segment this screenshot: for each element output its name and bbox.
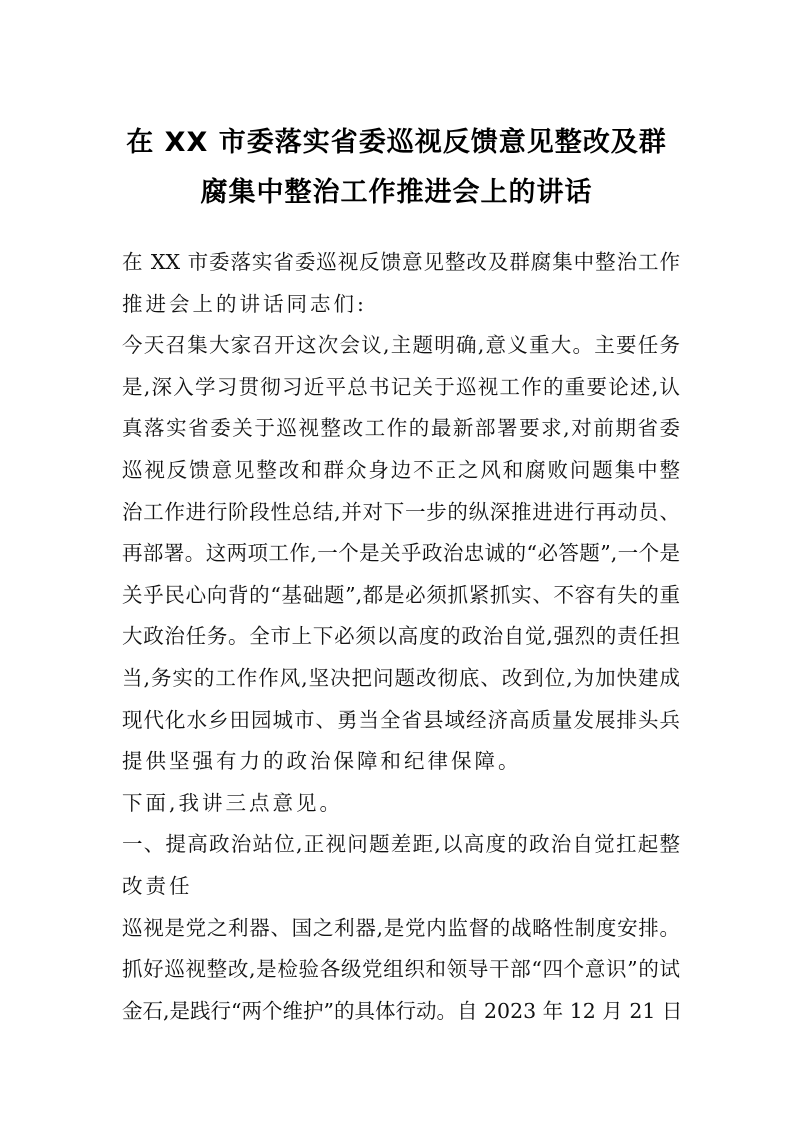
section-heading-line: 改责任 [122,873,193,898]
body-line: 是,深入学习贯彻习近平总书记关于巡视工作的重要论述,认 [122,374,680,399]
body-line: 治工作进行阶段性总结,并对下一步的纵深推进进行再动员、 [122,499,680,524]
body-line: 提供坚强有力的政治保障和纪律保障。 [122,749,522,774]
document-title-line-2: 腐集中整治工作推进会上的讲话 [200,177,593,208]
body-line: 金石,是践行“两个维护”的具体行动。自 2023 年 12 月 21 日 [122,998,683,1023]
body-line: 巡视反馈意见整改和群众身边不正之风和腐败问题集中整 [122,457,680,482]
body-line: 今天召集大家召开这次会议,主题明确,意义重大。主要任务 [122,333,680,358]
body-line: 抓好巡视整改,是检验各级党组织和领导干部“四个意识”的试 [122,957,680,982]
body-line: 大政治任务。全市上下必须以高度的政治自觉,强烈的责任担 [122,624,680,649]
section-heading-line: 一、提高政治站位,正视问题差距,以高度的政治自觉扛起整 [122,832,680,857]
body-line: 下面,我讲三点意见。 [122,790,344,815]
body-line: 推进会上的讲话同志们: [122,291,367,316]
body-line: 关乎民心向背的“基础题”,都是必须抓紧抓实、不容有失的重 [122,582,680,607]
body-line: 真落实省委关于巡视整改工作的最新部署要求,对前期省委 [122,416,680,441]
body-line: 再部署。这两项工作,一个是关乎政治忠诚的“必答题”,一个是 [122,541,680,566]
body-line: 当,务实的工作作风,坚决把问题改彻底、改到位,为加快建成 [122,665,680,690]
body-line: 巡视是党之利器、国之利器,是党内监督的战略性制度安排。 [122,915,680,940]
body-line: 在 XX 市委落实省委巡视反馈意见整改及群腐集中整治工作 [122,250,680,274]
document-body [122,246,683,1036]
document-title-line-1: 在 XX 市委落实省委巡视反馈意见整改及群 [126,127,667,158]
body-line: 现代化水乡田园城市、勇当全省县域经济高质量发展排头兵 [122,707,680,732]
